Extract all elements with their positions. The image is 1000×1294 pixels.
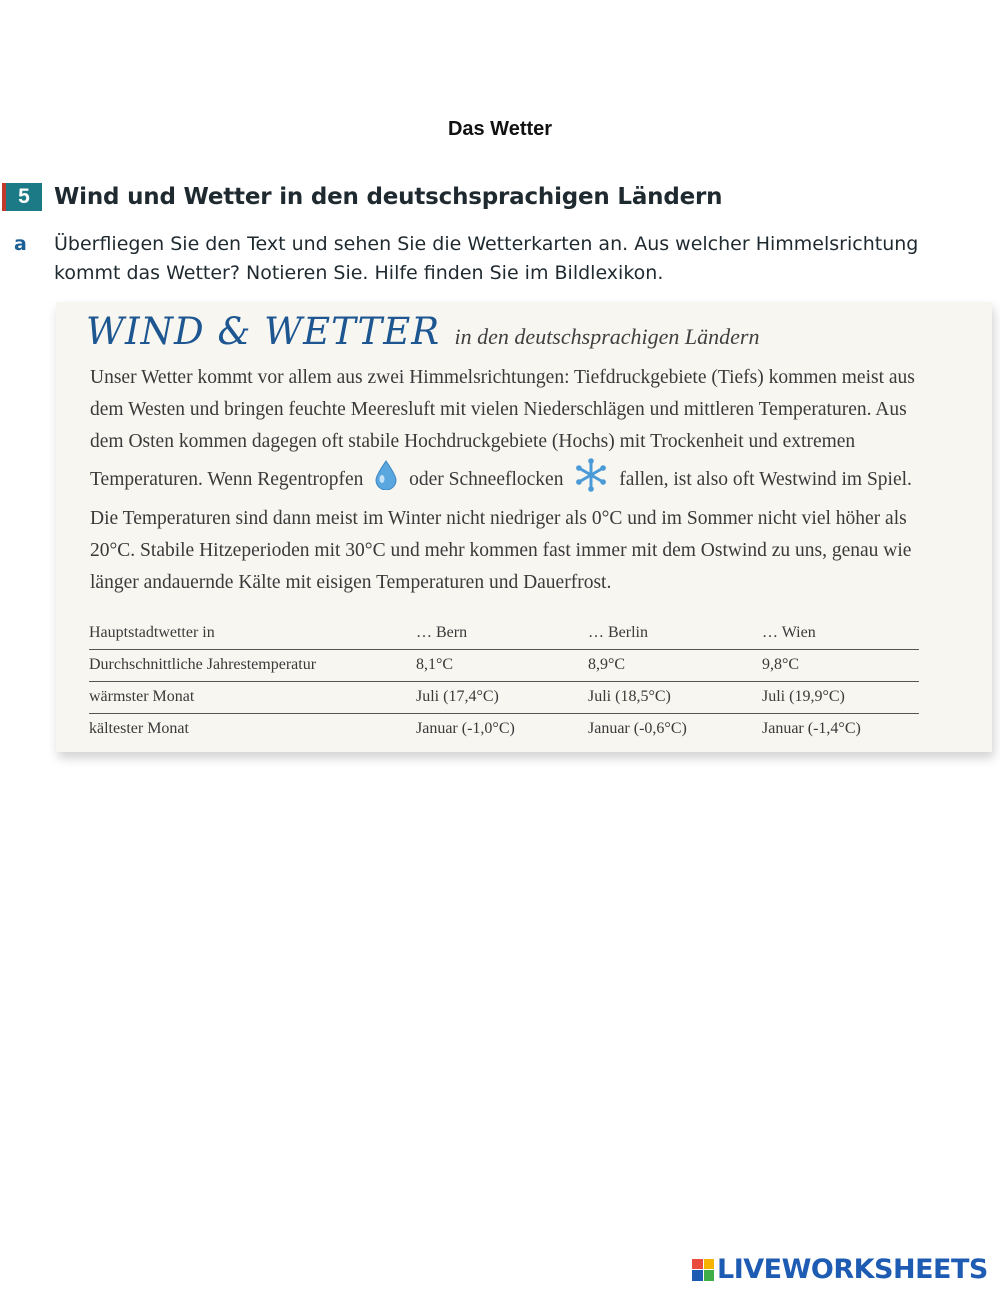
page-title: Das Wetter [447,118,553,140]
table-cell: Januar (-1,0°C) [416,720,515,737]
table-cell: 8,1°C [416,650,588,682]
table-row [89,650,919,682]
table-cell: Juli (17,4°C) [416,682,588,714]
subtask-letter: a [14,233,27,255]
logo-text: LIVEWORKSHEETS [717,1254,988,1285]
card-heading-sub: in den deutschsprachigen Ländern [454,324,760,349]
paragraph-part-1: Unser Wetter kommt vor allem aus zwei Himmelsrichtungen: Tiefdruckgebiete (Tiefs) kommen meist aus dem Westen und bringen feuchte Meeresluft mit vielen Niederschlägen und mittleren Temperaturen. Aus dem Osten kommen dagegen oft stabile Hochdruckgebiete (Hochs) mit Trockenheit und extremen Temperaturen. Wenn Regentropfen [90,367,915,490]
raindrop-icon [374,460,398,501]
liveworksheets-logo[interactable] [692,1254,988,1285]
table-cell: Durchschnittliche Jahrestemperatur [89,650,416,682]
card-heading [86,310,759,353]
table-cell: wärmster Monat [89,682,416,714]
snowflake-icon [574,458,608,503]
table-header-cell: Hauptstadtwetter in [89,618,416,650]
subtask-a [14,230,984,288]
table-row [89,682,919,714]
table-cell: Januar (-1,4°C) [762,720,861,737]
table-row [89,714,919,746]
paragraph-part-3: fallen, ist also oft Westwind im Spiel. Die Temperaturen sind dann meist im Winter nicht niedriger als 0°C und im Sommer nicht viel höher als 20°C. Stabile Hitzeperioden mit 30°C und mehr kommen fast immer mit dem Ostwind zu uns, genau wie länger andauernde Kälte mit eisigen Temperaturen und Dauerfrost. [90,468,912,593]
table-cell: Juli (19,9°C) [762,682,919,714]
capital-weather-table [89,618,919,745]
table-cell: 9,8°C [762,650,919,682]
subtask-instruction: Überfliegen Sie den Text und sehen Sie die Wetterkarten an. Aus welcher Himmelsrichtung kommt das Wetter? Notieren Sie. Hilfe finden Sie im Bildlexikon. [54,233,919,284]
paragraph-part-2: oder Schneeflocken [409,468,564,490]
table-cell: kältester Monat [89,720,189,737]
table-cell: Juli (18,5°C) [588,682,762,714]
table-header-row [89,618,919,650]
task-header [2,182,722,212]
task-title: Wind und Wetter in den deutschsprachigen Ländern [54,184,723,210]
card-heading-main: WIND & WETTER [86,310,441,353]
task-number-badge: 5 [2,183,42,211]
table-header-cell: … Wien [762,618,919,650]
table-cell: 8,9°C [588,650,762,682]
table-header-cell: … Bern [416,618,588,650]
table-cell: Januar (-0,6°C) [588,720,687,737]
card-paragraph [90,362,940,599]
logo-grid-icon [692,1259,714,1281]
table-header-cell: … Berlin [588,618,762,650]
reading-card [56,302,992,752]
